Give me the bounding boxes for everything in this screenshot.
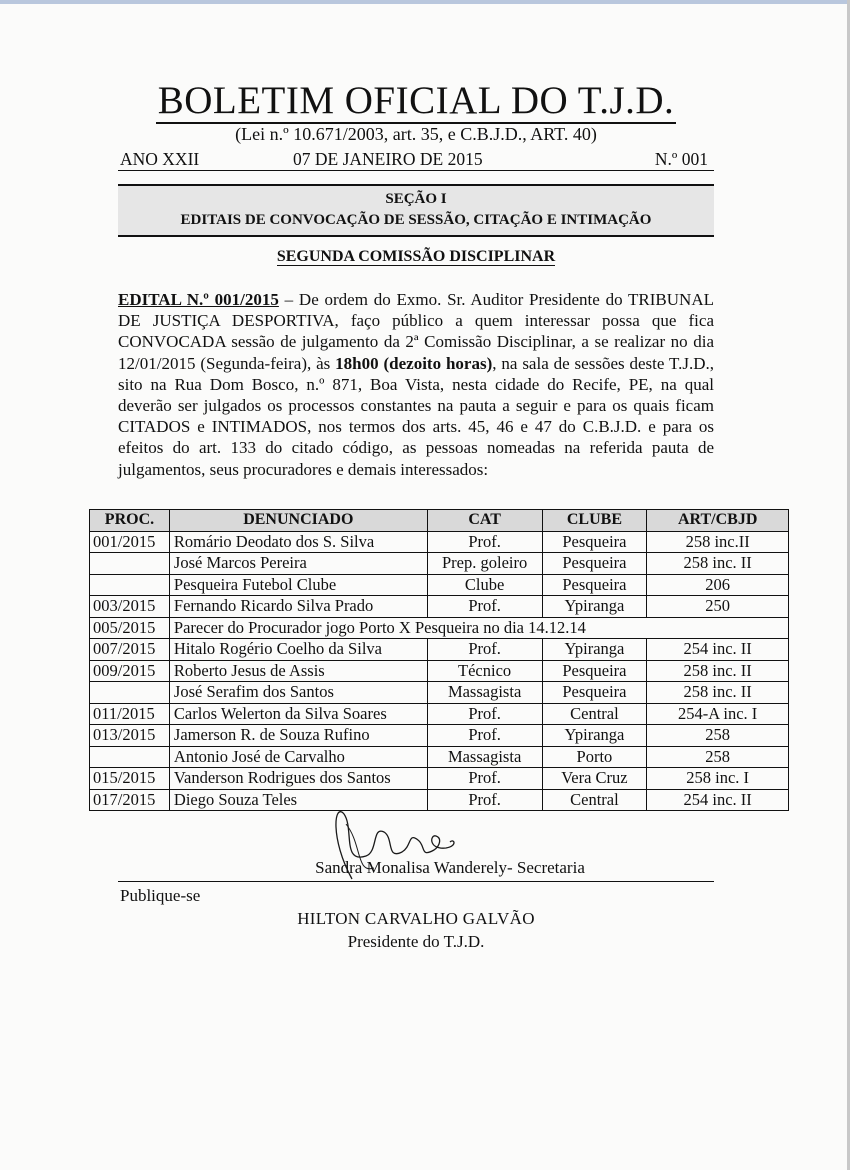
cell-proc: 007/2015 (90, 639, 170, 661)
cell-proc: 001/2015 (90, 531, 170, 553)
header-denunciado: DENUNCIADO (169, 510, 427, 532)
cell-cat: Clube (427, 574, 542, 596)
bulletin-title: BOLETIM OFICIAL DO T.J.D. (157, 79, 675, 122)
scan-edge-top (0, 0, 850, 4)
cell-clube: Pesqueira (542, 531, 647, 553)
footer-divider (118, 881, 714, 882)
cell-clube: Vera Cruz (542, 768, 647, 790)
edital-session-time: 18h00 (dezoito horas) (335, 353, 493, 373)
table-row (90, 574, 789, 596)
secretary-name: Sandra Monalisa Wanderely- Secretaria (315, 858, 585, 877)
cell-proc: 009/2015 (90, 660, 170, 682)
cell-art: 254-A inc. I (647, 703, 789, 725)
cell-cat: Prof. (427, 531, 542, 553)
table-row (90, 531, 789, 553)
cell-proc: 005/2015 (90, 617, 170, 639)
cell-denunciado: José Serafim dos Santos (169, 682, 427, 704)
table-body (90, 531, 789, 811)
cell-cat: Massagista (427, 746, 542, 768)
cell-cat: Massagista (427, 682, 542, 704)
table-row (90, 682, 789, 704)
cell-clube: Ypiranga (542, 639, 647, 661)
cell-proc (90, 574, 170, 596)
header-art: ART/CBJD (647, 510, 789, 532)
cell-clube: Ypiranga (542, 725, 647, 747)
cell-clube: Central (542, 703, 647, 725)
edital-label: EDITAL N.º 001/2015 (118, 290, 279, 309)
cell-cat: Prep. goleiro (427, 553, 542, 575)
cell-proc: 013/2015 (90, 725, 170, 747)
cell-clube: Pesqueira (542, 682, 647, 704)
cell-denunciado: Fernando Ricardo Silva Prado (169, 596, 427, 618)
cell-denunciado: Diego Souza Teles (169, 789, 427, 811)
table-row (90, 553, 789, 575)
table-header-row (90, 510, 789, 532)
publique-se: Publique-se (120, 886, 201, 905)
header-proc: PROC. (90, 510, 170, 532)
cell-clube: Pesqueira (542, 660, 647, 682)
judgment-agenda-table (89, 509, 789, 811)
issue-info-bar (118, 148, 714, 171)
issue-number: N.º 001 (654, 149, 708, 169)
table-row (90, 725, 789, 747)
commission-heading: SEGUNDA COMISSÃO DISCIPLINAR (276, 248, 556, 265)
cell-proc: 003/2015 (90, 596, 170, 618)
cell-clube: Central (542, 789, 647, 811)
cell-art: 258 inc. II (647, 682, 789, 704)
table-row (90, 746, 789, 768)
cell-clube: Pesqueira (542, 574, 647, 596)
cell-cat: Técnico (427, 660, 542, 682)
cell-art: 258 inc. I (647, 768, 789, 790)
cell-proc (90, 682, 170, 704)
table-row (90, 639, 789, 661)
table-row (90, 660, 789, 682)
cell-denunciado: Romário Deodato dos S. Silva (169, 531, 427, 553)
cell-proc: 011/2015 (90, 703, 170, 725)
cell-proc: 015/2015 (90, 768, 170, 790)
cell-art: 258 inc. II (647, 553, 789, 575)
cell-denunciado: Vanderson Rodrigues dos Santos (169, 768, 427, 790)
cell-art: 250 (647, 596, 789, 618)
edital-text-2: , na sala de sessões deste T.J.D., sito na Rua Dom Bosco, n.º 871, Boa Vista, nesta cidade do Recife, PE, na qual deverão ser julgados os processos constantes na pauta a seguir e para os quais ficam CITADOS e INTIMADOS, nos termos dos arts. 45, 46 e 47 do C.B.J.D. e para os efeitos do art. 133 do citado código, as pessoas nomeadas na referida pauta de julgamentos, seus procuradores e demais interessados: (118, 353, 715, 479)
table-row (90, 617, 789, 639)
president-title: Presidente do T.J.D. (347, 932, 485, 951)
bulletin-subtitle: (Lei n.º 10.671/2003, art. 35, e C.B.J.D., ART. 40) (235, 124, 597, 144)
cell-denunciado: Hitalo Rogério Coelho da Silva (169, 639, 427, 661)
cell-art: 258 (647, 725, 789, 747)
cell-proc (90, 746, 170, 768)
table-row (90, 703, 789, 725)
cell-proc (90, 553, 170, 575)
cell-denunciado: Antonio José de Carvalho (169, 746, 427, 768)
issue-year: ANO XXII (120, 149, 200, 169)
cell-clube: Pesqueira (542, 553, 647, 575)
edital-text-1: – De ordem do Exmo. Sr. Auditor Presidente do TRIBUNAL DE JUSTIÇA DESPORTIVA, faço público a quem interessar possa que fica CONVOCADA sessão de julgamento da 2ª Comissão Disciplinar, a se realizar no dia 12/01/2015 (Segunda-feira), às (118, 290, 714, 373)
header-cat: CAT (427, 510, 542, 532)
cell-cat: Prof. (427, 596, 542, 618)
cell-art: 258 (647, 746, 789, 768)
cell-denunciado: Pesqueira Futebol Clube (169, 574, 427, 596)
cell-art: 206 (647, 574, 789, 596)
header-clube: CLUBE (542, 510, 647, 532)
edital-paragraph (118, 289, 714, 480)
cell-cat: Prof. (427, 789, 542, 811)
table-row (90, 768, 789, 790)
section-heading: EDITAIS DE CONVOCAÇÃO DE SESSÃO, CITAÇÃO E INTIMAÇÃO (180, 212, 652, 228)
table-row (90, 596, 789, 618)
cell-cat: Prof. (427, 725, 542, 747)
cell-denunciado: Carlos Welerton da Silva Soares (169, 703, 427, 725)
cell-art: 254 inc. II (647, 639, 789, 661)
cell-art: 258 inc. II (647, 660, 789, 682)
section-banner (118, 184, 714, 237)
cell-art: 258 inc.II (647, 531, 789, 553)
cell-cat: Prof. (427, 768, 542, 790)
cell-proc: 017/2015 (90, 789, 170, 811)
cell-denunciado: Roberto Jesus de Assis (169, 660, 427, 682)
issue-date: 07 DE JANEIRO DE 2015 (293, 149, 483, 169)
cell-cat: Prof. (427, 639, 542, 661)
cell-denunciado: José Marcos Pereira (169, 553, 427, 575)
section-number: SEÇÃO I (385, 191, 447, 207)
cell-cat: Prof. (427, 703, 542, 725)
president-name: HILTON CARVALHO GALVÃO (297, 909, 535, 928)
cell-clube: Porto (542, 746, 647, 768)
cell-art: 254 inc. II (647, 789, 789, 811)
cell-clube: Ypiranga (542, 596, 647, 618)
cell-note: Parecer do Procurador jogo Porto X Pesqueira no dia 14.12.14 (169, 617, 788, 639)
cell-denunciado: Jamerson R. de Souza Rufino (169, 725, 427, 747)
